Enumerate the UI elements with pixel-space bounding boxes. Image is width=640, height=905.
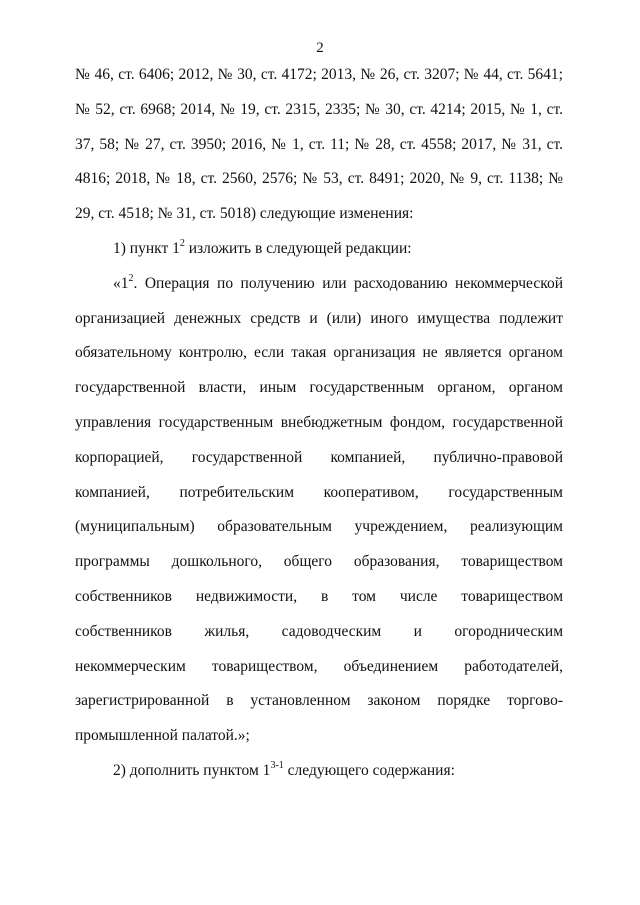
quoted-paragraph <box>75 267 563 754</box>
document-body <box>75 58 563 789</box>
quoted-paragraph-text-before: «1 <box>113 274 129 292</box>
list-item-1-text-after: изложить в следующей редакции: <box>184 239 412 257</box>
page-number: 2 <box>316 40 324 56</box>
list-item-2-text-before: 2) дополнить пунктом 1 <box>113 761 271 779</box>
list-item-2-superscript: 3-1 <box>270 759 284 771</box>
paragraph-intro: № 46, ст. 6406; 2012, № 30, ст. 4172; 2013, № 26, ст. 3207; № 44, ст. 5641; № 52, ст. 6968; 2014, № 19, ст. 2315, 2335; № 30, ст. 4214; 2015, № 1, ст. 37, 58; № 27, ст. 3950; 2016, № 1, ст. 11; № 28, ст. 4558; 2017, № 31, ст. 4816; 2018, № 18, ст. 2560, 2576; № 53, ст. 8491; 2020, № 9, ст. 1138; № 29, ст. 4518; № 31, ст. 5018) следующие изменения: <box>75 66 563 223</box>
quoted-paragraph-superscript: 2 <box>128 272 134 284</box>
list-item-1-text-before: 1) пункт 1 <box>113 239 180 257</box>
list-item-1-superscript: 2 <box>179 237 185 249</box>
list-item-1 <box>75 232 563 267</box>
quoted-paragraph-text-after: . Операция по получению или расходованию некоммерческой организацией денежных средств и (или) иного имущества подлежит обязательному контролю, если такая организация не является органом государственной власти, иным государственным органом, органом управления государственным внебюджетным фондом, государственной корпорацией, государственной компанией, публично-правовой компанией, потребительским кооперативом, государственным (муниципальным) образовательным учреждением, реализующим программы дошкольного, общего образования, товариществом собственников недвижимости, в том числе товариществом собственников жилья, садоводческим и огородническим некоммерческим товариществом, объединением работодателей, зарегистрированной в установленном законом порядке торгово-промышленной палатой.»; <box>75 274 563 745</box>
list-item-2 <box>75 754 563 789</box>
list-item-2-text-after: следующего содержания: <box>283 761 455 779</box>
